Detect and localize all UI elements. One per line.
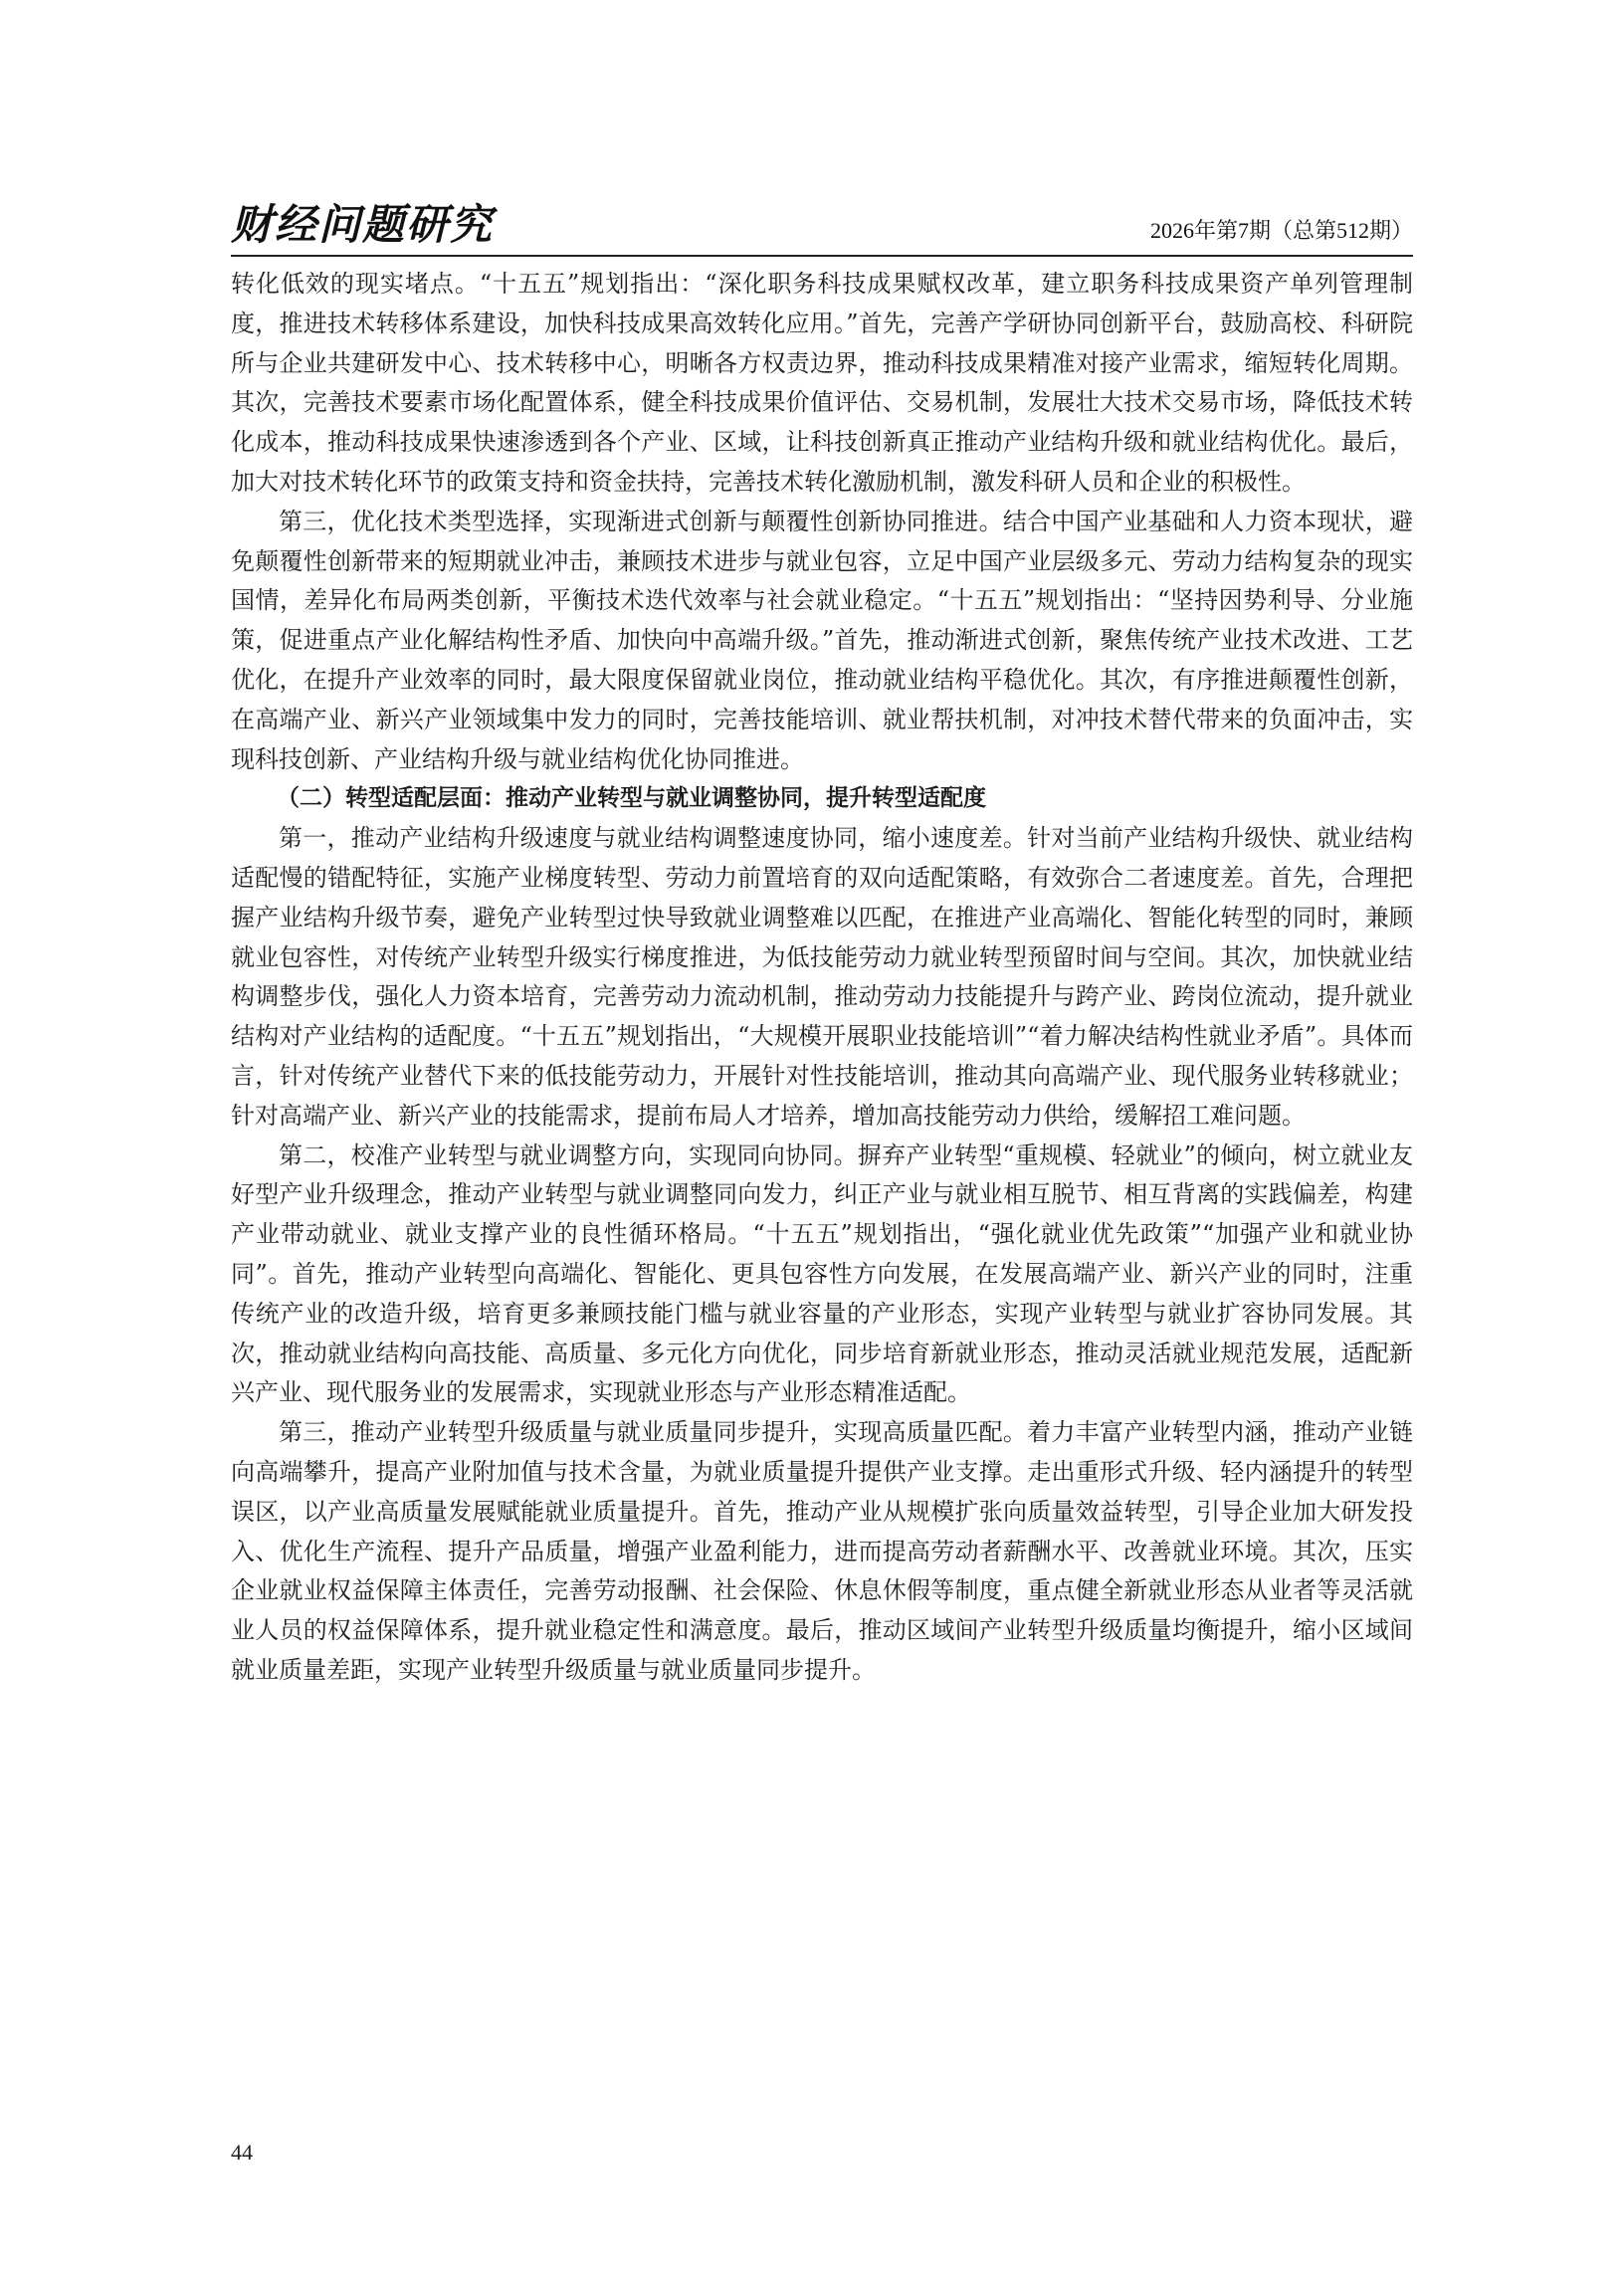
paragraph: 第三，优化技术类型选择，实现渐进式创新与颠覆性创新协同推进。结合中国产业基础和人力资本现状，避免颠覆性创新带来的短期就业冲击，兼顾技术进步与就业包容，立足中国产业层级多元、劳动力结构复杂的现实国情，差异化布局两类创新，平衡技术迭代效率与社会就业稳定。“十五五”规划指出：“坚持因势利导、分业施策，促进重点产业化解结构性矛盾、加快向中高端升级。”首先，推动渐进式创新，聚焦传统产业技术改进、工艺优化，在提升产业效率的同时，最大限度保留就业岗位，推动就业结构平稳优化。其次，有序推进颠覆性创新，在高端产业、新兴产业领域集中发力的同时，完善技能培训、就业帮扶机制，对冲技术替代带来的负面冲击，实现科技创新、产业结构升级与就业结构优化协同推进。 <box>231 507 1413 773</box>
page-header <box>231 199 1413 257</box>
page-number: 44 <box>231 2140 253 2165</box>
issue-info: 2026年第7期（总第512期） <box>1149 218 1413 243</box>
paragraph: 转化低效的现实堵点。“十五五”规划指出：“深化职务科技成果赋权改革，建立职务科技成果资产单列管理制度，推进技术转移体系建设，加快科技成果高效转化应用。”首先，完善产学研协同创新平台，鼓励高校、科研院所与企业共建研发中心、技术转移中心，明晰各方权责边界，推动科技成果精准对接产业需求，缩短转化周期。其次，完善技术要素市场化配置体系，健全科技成果价值评估、交易机制，发展壮大技术交易市场，降低技术转化成本，推动科技成果快速渗透到各个产业、区域，让科技创新真正推动产业结构升级和就业结构优化。最后，加大对技术转化环节的政策支持和资金扶持，完善技术转化激励机制，激发科研人员和企业的积极性。 <box>231 270 1413 496</box>
paragraph: 第三，推动产业转型升级质量与就业质量同步提升，实现高质量匹配。着力丰富产业转型内涵，推动产业链向高端攀升，提高产业附加值与技术含量，为就业质量提升提供产业支撑。走出重形式升级、轻内涵提升的转型误区，以产业高质量发展赋能就业质量提升。首先，推动产业从规模扩张向质量效益转型，引导企业加大研发投入、优化生产流程、提升产品质量，增强产业盈利能力，进而提高劳动者薪酬水平、改善就业环境。其次，压实企业就业权益保障主体责任，完善劳动报酬、社会保险、休息休假等制度，重点健全新就业形态从业者等灵活就业人员的权益保障体系，提升就业稳定性和满意度。最后，推动区域间产业转型升级质量均衡提升，缩小区域间就业质量差距，实现产业转型升级质量与就业质量同步提升。 <box>231 1418 1413 1684</box>
article-body <box>231 265 1413 1691</box>
journal-title: 财经问题研究 <box>231 200 495 249</box>
paragraph: 第一，推动产业结构升级速度与就业结构调整速度协同，缩小速度差。针对当前产业结构升级快、就业结构适配慢的错配特征，实施产业梯度转型、劳动力前置培育的双向适配策略，有效弥合二者速度差。首先，合理把握产业结构升级节奏，避免产业转型过快导致就业调整难以匹配，在推进产业高端化、智能化转型的同时，兼顾就业包容性，对传统产业转型升级实行梯度推进，为低技能劳动力就业转型预留时间与空间。其次，加快就业结构调整步伐，强化人力资本培育，完善劳动力流动机制，推动劳动力技能提升与跨产业、跨岗位流动，提升就业结构对产业结构的适配度。“十五五”规划指出，“大规模开展职业技能培训”“着力解决结构性就业矛盾”。具体而言，针对传统产业替代下来的低技能劳动力，开展针对性技能培训，推动其向高端产业、现代服务业转移就业；针对高端产业、新兴产业的技能需求，提前布局人才培养，增加高技能劳动力供给，缓解招工难问题。 <box>231 824 1413 1130</box>
section-heading: （二）转型适配层面：推动产业转型与就业调整协同，提升转型适配度 <box>277 785 986 812</box>
paragraph: 第二，校准产业转型与就业调整方向，实现同向协同。摒弃产业转型“重规模、轻就业”的倾向，树立就业友好型产业升级理念，推动产业转型与就业调整同向发力，纠正产业与就业相互脱节、相互背离的实践偏差，构建产业带动就业、就业支撑产业的良性循环格局。“十五五”规划指出，“强化就业优先政策”“加强产业和就业协同”。首先，推动产业转型向高端化、智能化、更具包容性方向发展，在发展高端产业、新兴产业的同时，注重传统产业的改造升级，培育更多兼顾技能门槛与就业容量的产业形态，实现产业转型与就业扩容协同发展。其次，推动就业结构向高技能、高质量、多元化方向优化，同步培育新就业形态，推动灵活就业规范发展，适配新兴产业、现代服务业的发展需求，实现就业形态与产业形态精准适配。 <box>231 1140 1413 1407</box>
